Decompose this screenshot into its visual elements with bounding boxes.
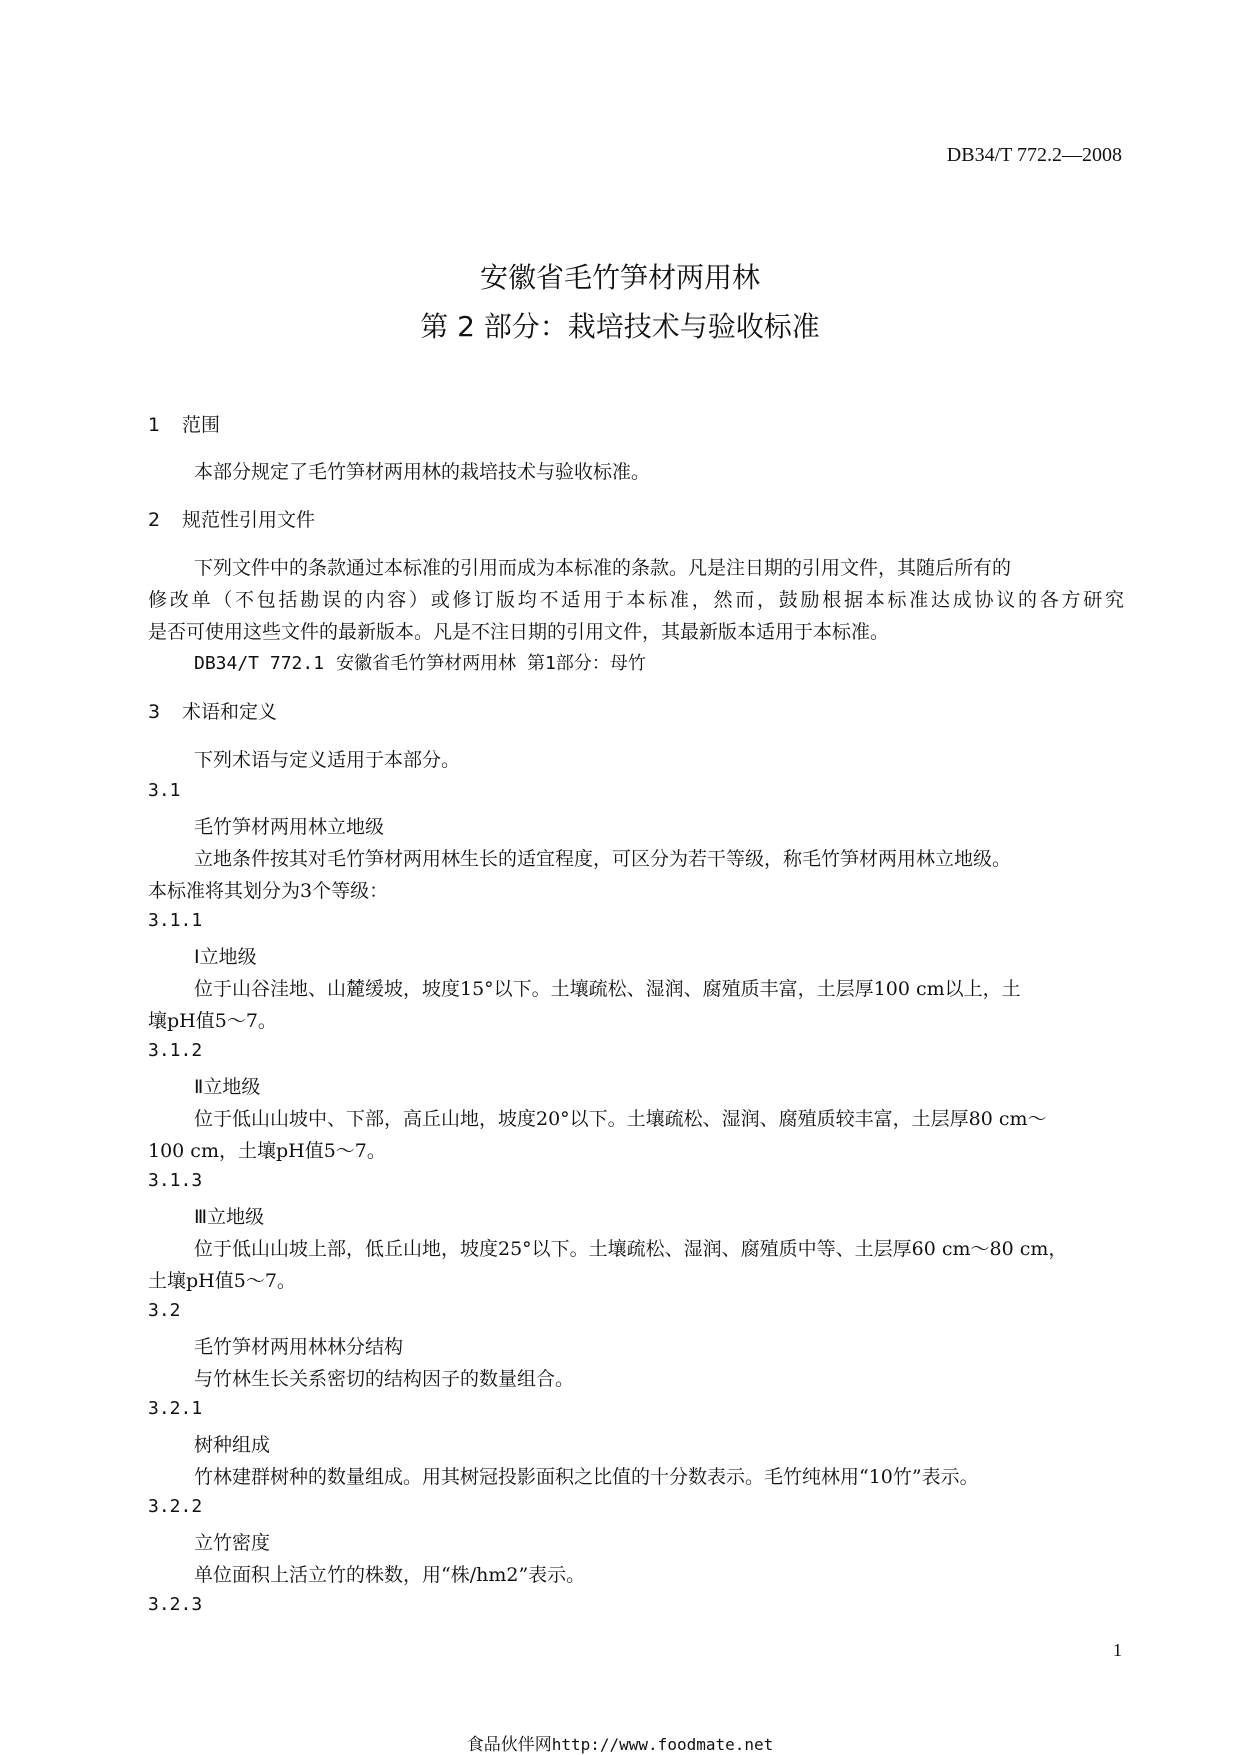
section-number: 2 [148, 509, 161, 531]
term-number: 3.2 [148, 1300, 181, 1321]
document-subtitle: 第 2 部分：栽培技术与验收标准 [420, 310, 820, 343]
term-name: Ⅰ立地级 [194, 946, 257, 968]
term-definition: 本标准将其划分为3个等级： [148, 880, 389, 902]
paragraph-line: 是否可使用这些文件的最新版本。凡是不注日期的引用文件，其最新版本适用于本标准。 [148, 621, 890, 643]
section-number: 1 [148, 414, 161, 436]
term-definition: 竹林建群树种的数量组成。用其树冠投影面积之比值的十分数表示。毛竹纯林用“10竹”表示。 [194, 1466, 979, 1488]
term-number: 3.2.3 [148, 1594, 203, 1615]
paragraph-line: 下列文件中的条款通过本标准的引用而成为本标准的条款。凡是注日期的引用文件，其随后所有的 [194, 557, 1012, 579]
paragraph-line: 修改单（不包括勘误的内容）或修订版均不适用于本标准，然而，鼓励根据本标准达成协议的各方研究 [148, 589, 1124, 611]
section-title: 范围 [182, 414, 221, 436]
document-title: 安徽省毛竹笋材两用林 [479, 261, 760, 294]
term-definition: 100 cm，土壤pH值5～7。 [148, 1140, 386, 1162]
term-number: 3.1.2 [148, 1040, 203, 1061]
site-name: 食品伙伴网 [466, 1735, 552, 1755]
reference-title: 安徽省毛竹笋材两用林 第1部分：母竹 [336, 653, 646, 674]
site-url[interactable]: http://www.foodmate.net [551, 1735, 774, 1754]
term-number: 3.1.3 [148, 1170, 203, 1191]
term-definition: 位于低山山坡中、下部，高丘山地，坡度20°以下。土壤疏松、湿润、腐殖质较丰富，土层厚80 cm～ [194, 1108, 1047, 1130]
term-number: 3.1 [148, 780, 181, 801]
normative-reference [194, 649, 646, 675]
term-definition: 位于低山山坡上部，低丘山地，坡度25°以下。土壤疏松、湿润、腐殖质中等、土层厚60 cm～80 cm， [194, 1238, 1068, 1260]
section-3-heading [148, 697, 277, 724]
section-1-text: 本部分规定了毛竹笋材两用林的栽培技术与验收标准。 [194, 461, 651, 483]
section-3-intro: 下列术语与定义适用于本部分。 [194, 749, 461, 771]
footer-watermark [0, 1730, 1240, 1755]
section-title: 规范性引用文件 [182, 509, 316, 531]
term-number: 3.1.1 [148, 910, 203, 931]
term-definition: 与竹林生长关系密切的结构因子的数量组合。 [194, 1368, 575, 1390]
term-definition: 土壤pH值5～7。 [148, 1270, 296, 1292]
section-number: 3 [148, 701, 161, 723]
term-name: 毛竹笋材两用林立地级 [194, 816, 385, 838]
section-title: 术语和定义 [182, 701, 278, 723]
term-name: 树种组成 [194, 1434, 271, 1456]
reference-code: DB34/T 772.1 [194, 653, 325, 674]
section-1-heading [148, 410, 220, 437]
term-number: 3.2.2 [148, 1496, 203, 1517]
term-name: Ⅲ立地级 [194, 1206, 265, 1228]
term-definition: 立地条件按其对毛竹笋材两用林生长的适宜程度，可区分为若干等级，称毛竹笋材两用林立地级。 [194, 848, 1012, 870]
term-definition: 位于山谷洼地、山麓缓坡，坡度15°以下。土壤疏松、湿润、腐殖质丰富，土层厚100 cm以上，土 [194, 978, 1021, 1000]
term-name: 毛竹笋材两用林林分结构 [194, 1336, 404, 1358]
term-definition: 壤pH值5～7。 [148, 1010, 277, 1032]
section-2-heading [148, 505, 315, 532]
term-definition: 单位面积上活立竹的株数，用“株/hm2”表示。 [194, 1564, 586, 1586]
standard-code: DB34/T 772.2—2008 [946, 144, 1122, 166]
term-number: 3.2.1 [148, 1398, 203, 1419]
page-number: 1 [1113, 1640, 1122, 1660]
term-name: 立竹密度 [194, 1532, 271, 1554]
term-name: Ⅱ立地级 [194, 1076, 261, 1098]
